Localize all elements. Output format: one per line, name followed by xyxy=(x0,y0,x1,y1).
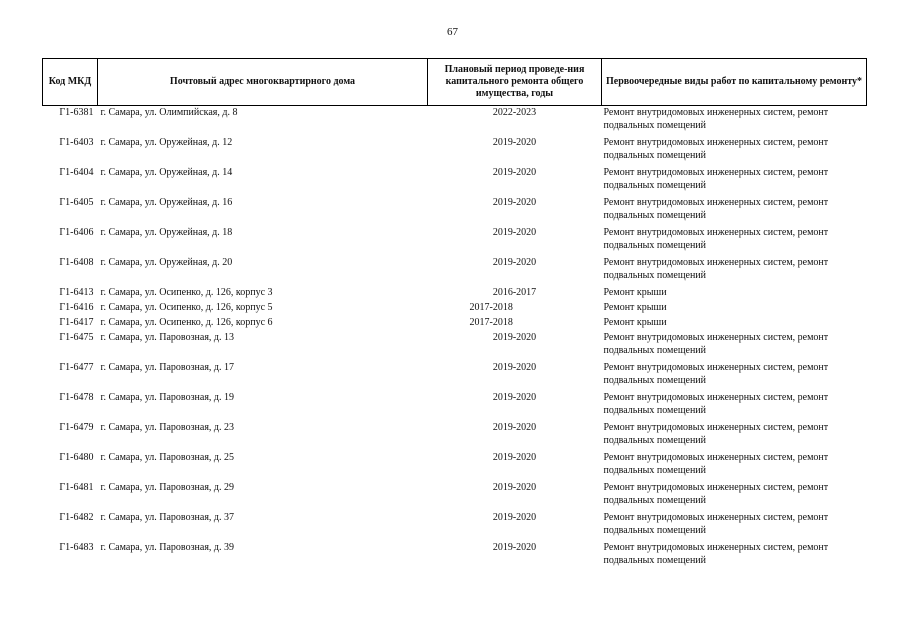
address-cell: г. Самара, ул. Осипенко, д. 126, корпус 5 xyxy=(100,302,273,313)
address-cell: г. Самара, ул. Оружейная, д. 18 xyxy=(100,227,233,238)
code-cell: Г1-6381 xyxy=(59,107,94,118)
code-cell: Г1-6413 xyxy=(59,287,94,298)
code-cell: Г1-6475 xyxy=(59,332,94,343)
table-row xyxy=(43,196,867,226)
table-row xyxy=(43,391,867,421)
table-row xyxy=(43,331,867,361)
header-code: Код МКД xyxy=(43,59,98,106)
header-address: Почтовый адрес многоквартирного дома xyxy=(98,59,428,106)
code-cell: Г1-6405 xyxy=(59,197,94,208)
code-cell: Г1-6408 xyxy=(59,257,94,268)
period-cell: 2019-2020 xyxy=(492,137,537,148)
period-cell: 2019-2020 xyxy=(492,422,537,433)
period-cell: 2019-2020 xyxy=(492,512,537,523)
code-cell: Г1-6483 xyxy=(59,542,94,553)
period-cell: 2019-2020 xyxy=(492,362,537,373)
address-cell: г. Самара, ул. Паровозная, д. 37 xyxy=(100,512,235,523)
address-cell: г. Самара, ул. Оружейная, д. 12 xyxy=(100,137,233,148)
code-cell: Г1-6480 xyxy=(59,452,94,463)
code-cell: Г1-6478 xyxy=(59,392,94,403)
period-cell: 2017-2018 xyxy=(469,317,513,328)
table-row xyxy=(43,106,867,137)
address-cell: г. Самара, ул. Паровозная, д. 13 xyxy=(100,332,235,343)
table-row xyxy=(43,421,867,451)
table-row xyxy=(43,481,867,511)
table-row xyxy=(43,286,867,301)
period-cell: 2019-2020 xyxy=(492,452,537,463)
repair-schedule-table xyxy=(42,58,867,571)
works-cell: Ремонт крыши xyxy=(603,302,667,313)
works-cell: Ремонт внутридомовых инженерных систем, ремонт подвальных помещений xyxy=(603,167,829,191)
works-cell: Ремонт крыши xyxy=(603,317,667,328)
table-row xyxy=(43,166,867,196)
table-row xyxy=(43,511,867,541)
address-cell: г. Самара, ул. Паровозная, д. 29 xyxy=(100,482,235,493)
period-cell: 2019-2020 xyxy=(492,227,537,238)
works-cell: Ремонт внутридомовых инженерных систем, ремонт подвальных помещений xyxy=(603,257,829,281)
period-cell: 2019-2020 xyxy=(492,167,537,178)
code-cell: Г1-6406 xyxy=(59,227,94,238)
table-row xyxy=(43,541,867,571)
period-cell: 2019-2020 xyxy=(492,257,537,268)
table-row xyxy=(43,316,867,331)
works-cell: Ремонт внутридомовых инженерных систем, ремонт подвальных помещений xyxy=(603,197,829,221)
works-cell: Ремонт внутридомовых инженерных систем, ремонт подвальных помещений xyxy=(603,482,829,506)
header-works: Первоочередные виды работ по капитальному ремонту* xyxy=(602,59,867,106)
period-cell: 2016-2017 xyxy=(492,287,537,298)
code-cell: Г1-6477 xyxy=(59,362,94,373)
code-cell: Г1-6416 xyxy=(59,302,94,313)
period-cell: 2019-2020 xyxy=(492,197,537,208)
works-cell: Ремонт внутридомовых инженерных систем, ремонт подвальных помещений xyxy=(603,332,829,356)
works-cell: Ремонт внутридомовых инженерных систем, ремонт подвальных помещений xyxy=(603,362,829,386)
period-cell: 2019-2020 xyxy=(492,482,537,493)
period-cell: 2019-2020 xyxy=(492,542,537,553)
works-cell: Ремонт внутридомовых инженерных систем, ремонт подвальных помещений xyxy=(603,107,829,131)
works-cell: Ремонт внутридомовых инженерных систем, ремонт подвальных помещений xyxy=(603,452,829,476)
table-row xyxy=(43,136,867,166)
table-row xyxy=(43,451,867,481)
table-row xyxy=(43,226,867,256)
page-number: 67 xyxy=(447,26,458,38)
works-cell: Ремонт внутридомовых инженерных систем, ремонт подвальных помещений xyxy=(603,137,829,161)
code-cell: Г1-6481 xyxy=(59,482,94,493)
table-row xyxy=(43,256,867,286)
header-period: Плановый период проведе-ния капитального ремонта общего имущества, годы xyxy=(428,59,602,106)
address-cell: г. Самара, ул. Паровозная, д. 39 xyxy=(100,542,235,553)
code-cell: Г1-6403 xyxy=(59,137,94,148)
address-cell: г. Самара, ул. Осипенко, д. 126, корпус 6 xyxy=(100,317,273,328)
address-cell: г. Самара, ул. Олимпийская, д. 8 xyxy=(100,107,238,118)
period-cell: 2017-2018 xyxy=(469,302,513,313)
address-cell: г. Самара, ул. Паровозная, д. 17 xyxy=(100,362,235,373)
works-cell: Ремонт внутридомовых инженерных систем, ремонт подвальных помещений xyxy=(603,542,829,566)
address-cell: г. Самара, ул. Паровозная, д. 25 xyxy=(100,452,235,463)
table-row xyxy=(43,361,867,391)
address-cell: г. Самара, ул. Паровозная, д. 23 xyxy=(100,422,235,433)
address-cell: г. Самара, ул. Паровозная, д. 19 xyxy=(100,392,235,403)
period-cell: 2019-2020 xyxy=(492,392,537,403)
works-cell: Ремонт внутридомовых инженерных систем, ремонт подвальных помещений xyxy=(603,392,829,416)
code-cell: Г1-6479 xyxy=(59,422,94,433)
code-cell: Г1-6417 xyxy=(59,317,94,328)
period-cell: 2022-2023 xyxy=(492,107,537,118)
works-cell: Ремонт внутридомовых инженерных систем, ремонт подвальных помещений xyxy=(603,422,829,446)
table-row xyxy=(43,301,867,316)
table-body xyxy=(43,106,867,572)
address-cell: г. Самара, ул. Оружейная, д. 20 xyxy=(100,257,233,268)
code-cell: Г1-6404 xyxy=(59,167,94,178)
address-cell: г. Самара, ул. Осипенко, д. 126, корпус 3 xyxy=(100,287,273,298)
address-cell: г. Самара, ул. Оружейная, д. 14 xyxy=(100,167,233,178)
address-cell: г. Самара, ул. Оружейная, д. 16 xyxy=(100,197,233,208)
table-header-row xyxy=(43,59,867,106)
code-cell: Г1-6482 xyxy=(59,512,94,523)
works-cell: Ремонт крыши xyxy=(603,287,667,298)
works-cell: Ремонт внутридомовых инженерных систем, ремонт подвальных помещений xyxy=(603,512,829,536)
period-cell: 2019-2020 xyxy=(492,332,537,343)
works-cell: Ремонт внутридомовых инженерных систем, ремонт подвальных помещений xyxy=(603,227,829,251)
